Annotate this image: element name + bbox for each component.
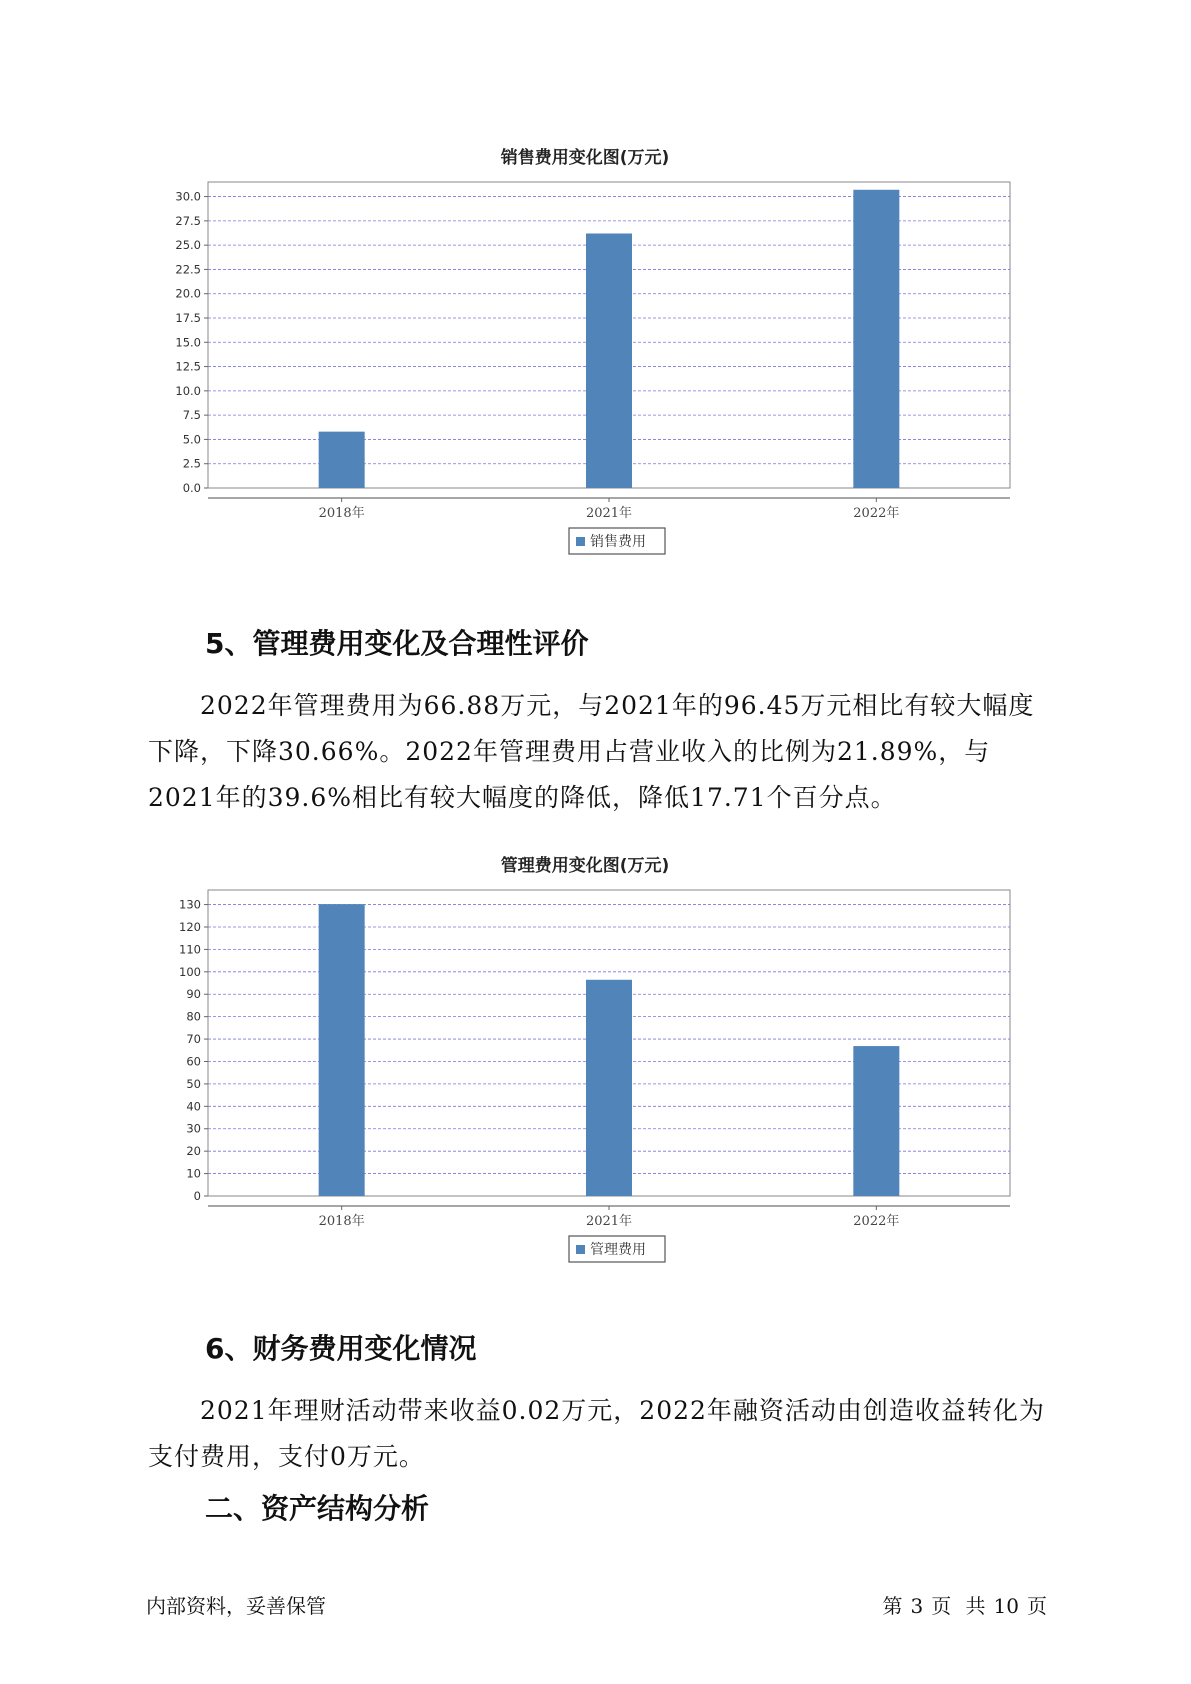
chart-title: 销售费用变化图(万元) (500, 148, 670, 168)
y-tick-label: 90 (186, 987, 201, 1002)
y-tick-label: 20.0 (175, 286, 201, 301)
y-tick-label: 30 (186, 1121, 201, 1136)
y-tick-label: 5.0 (182, 432, 201, 447)
bar (319, 432, 365, 488)
section-heading-two: 二、资产结构分析 (205, 1492, 430, 1525)
section-heading-6: 6、财务费用变化情况 (205, 1332, 477, 1365)
section-paragraph-5: 2022年管理费用为66.88万元，与2021年的96.45万元相比有较大幅度下降，下降30.66%。2022年管理费用占营业收入的比例为21.89%，与2021年的39.6%相比有较大幅度的降低，降低17.71个百分点。 (148, 691, 1035, 812)
y-tick-label: 20 (186, 1144, 201, 1159)
y-tick-label: 2.5 (182, 456, 201, 471)
footer-page-prefix: 第 (882, 1594, 903, 1618)
footer-page-suffix: 页 (1027, 1594, 1047, 1618)
x-tick-label: 2018年 (318, 506, 365, 521)
footer-confidential-note: 内部资料，妥善保管 (146, 1594, 326, 1618)
y-tick-label: 110 (179, 942, 201, 957)
section-paragraph-6: 2021年理财活动带来收益0.02万元，2022年融资活动由创造收益转化为支付费用，支付0万元。 (148, 1396, 1045, 1471)
y-tick-label: 7.5 (182, 408, 201, 423)
x-tick-label: 2018年 (318, 1214, 365, 1229)
legend-label: 销售费用 (590, 534, 646, 550)
footer-page-number (878, 1590, 1051, 1619)
bar (853, 1046, 899, 1196)
y-tick-label: 17.5 (175, 311, 201, 325)
bar (586, 980, 632, 1196)
y-tick-label: 40 (186, 1099, 201, 1114)
x-tick-label: 2021年 (585, 1214, 633, 1229)
chart-admin-expense (150, 848, 1020, 1308)
y-tick-label: 0 (193, 1189, 201, 1203)
y-tick-label: 0.0 (182, 481, 201, 495)
footer-page-mid: 页 (931, 1594, 952, 1618)
y-tick-label: 22.5 (175, 262, 201, 277)
bar (319, 904, 365, 1196)
y-tick-label: 130 (179, 897, 201, 912)
y-tick-label: 27.5 (175, 213, 201, 228)
y-tick-label: 120 (179, 919, 201, 934)
chart-title: 管理费用变化图(万元) (500, 856, 670, 876)
y-tick-label: 30.0 (175, 189, 201, 204)
x-tick-label: 2022年 (853, 1214, 900, 1229)
chart-svg (150, 848, 1020, 1308)
y-tick-label: 50 (186, 1076, 201, 1091)
legend-swatch (576, 537, 585, 546)
bar (853, 190, 899, 488)
section-heading-5: 5、管理费用变化及合理性评价 (205, 627, 589, 660)
footer-total-prefix: 共 (965, 1594, 986, 1618)
x-tick-label: 2022年 (853, 506, 900, 521)
legend-label: 管理费用 (590, 1242, 646, 1258)
y-tick-label: 12.5 (175, 359, 201, 374)
footer-page-total: 10 (993, 1594, 1019, 1618)
y-tick-label: 70 (186, 1032, 201, 1047)
chart-sales-expense (150, 140, 1020, 600)
y-tick-label: 100 (179, 964, 201, 979)
y-tick-label: 60 (186, 1054, 201, 1069)
x-tick-label: 2021年 (585, 506, 633, 521)
y-tick-label: 15.0 (175, 335, 201, 350)
bar (586, 233, 632, 488)
chart-svg (150, 140, 1020, 600)
y-tick-label: 25.0 (175, 238, 201, 253)
legend-swatch (576, 1245, 585, 1254)
y-tick-label: 10.0 (175, 383, 201, 398)
y-tick-label: 10 (186, 1166, 201, 1181)
footer-page-current: 3 (910, 1594, 924, 1618)
y-tick-label: 80 (186, 1009, 201, 1024)
